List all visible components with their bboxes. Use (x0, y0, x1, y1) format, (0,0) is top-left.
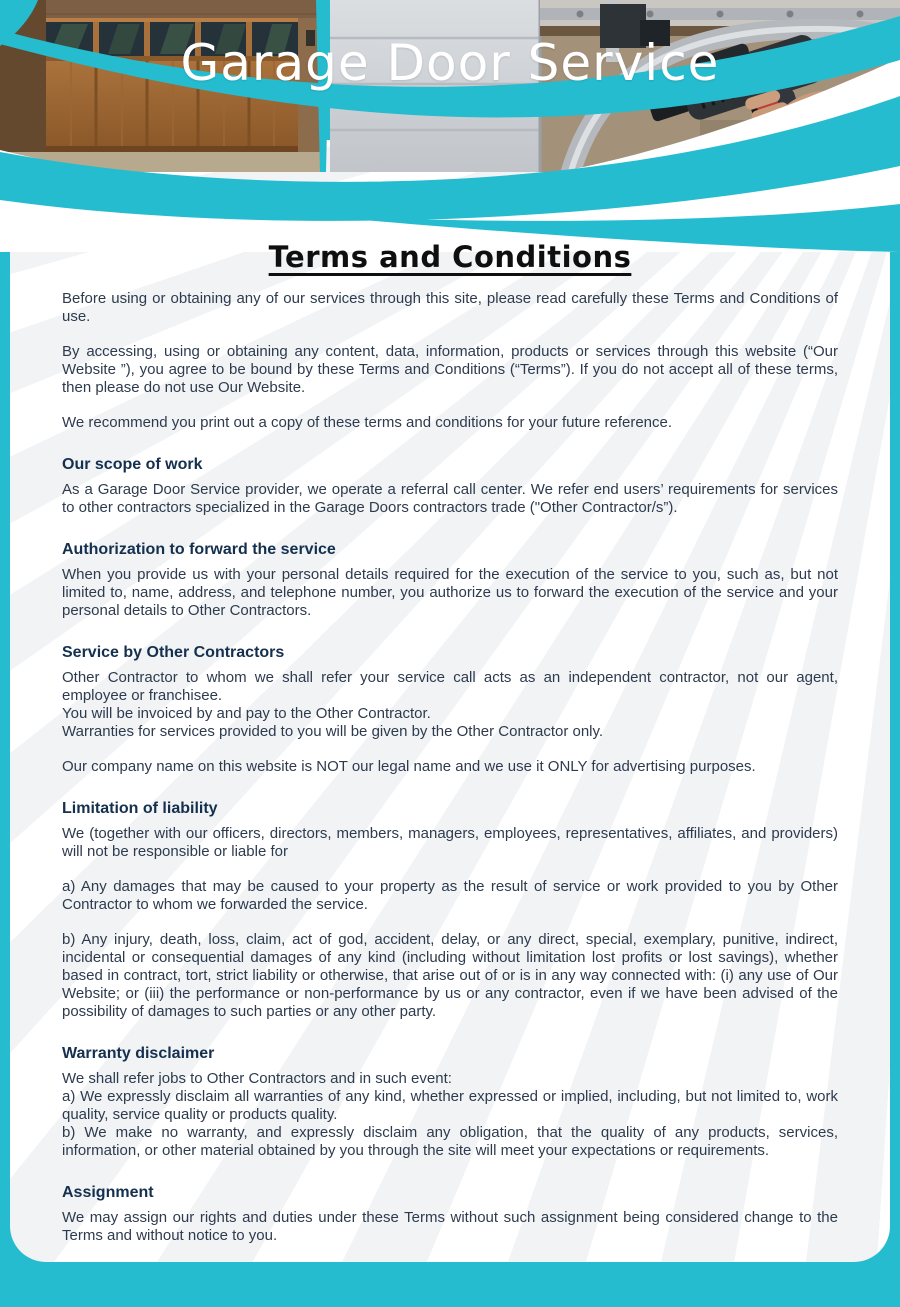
section-heading: Service by Other Contractors (62, 644, 285, 661)
site-banner-title: Garage Door Service (180, 34, 720, 92)
right-border-strip (890, 250, 900, 1307)
paragraph: We (together with our officers, directors, members, managers, employees, representatives, affiliates, and providers) will not be responsible or liable for (62, 825, 838, 860)
page-header (0, 0, 900, 252)
paragraph-group (62, 1070, 838, 1160)
paragraph-line: You will be invoiced by and pay to the Other Contractor. (62, 705, 431, 722)
paragraph-line: b) We make no warranty, and expressly disclaim any obligation, that the quality of any products, services, information, or other material obtained by you through the site will meet your expectations or requirements. (62, 1124, 838, 1159)
section-heading: Assignment (62, 1184, 154, 1201)
footer-band (0, 1262, 900, 1307)
paragraph-line: Other Contractor to whom we shall refer your service call acts as an independent contractor, not our agent, employee or franchisee. (62, 669, 838, 704)
section-heading: Authorization to forward the service (62, 541, 336, 558)
paragraph-line: We shall refer jobs to Other Contractors and in such event: (62, 1070, 452, 1087)
section-heading: Our scope of work (62, 456, 203, 473)
paragraph: We may assign our rights and duties under these Terms without such assignment being considered change to the Terms and without notice to you. (62, 1209, 838, 1244)
paragraph-line: a) We expressly disclaim all warranties of any kind, whether expressed or implied, including, but not limited to, work quality, service quality or products quality. (62, 1088, 838, 1123)
paragraph: a) Any damages that may be caused to your property as the result of service or work provided to you by Other Contractor to whom we forwarded the service. (62, 878, 838, 913)
left-border-strip (0, 250, 10, 1307)
section-heading: Warranty disclaimer (62, 1045, 215, 1062)
section-heading: Limitation of liability (62, 800, 218, 817)
terms-sections (62, 290, 838, 1245)
paragraph: By accessing, using or obtaining any content, data, information, products or services through this website (“Our Website ”), you agree to be bound by these Terms and Conditions (“Terms”). If you do not accept all of these terms, then please do not use Our Website. (62, 343, 838, 396)
paragraph: Before using or obtaining any of our services through this site, please read carefully these Terms and Conditions of use. (62, 290, 838, 325)
paragraph-line: Warranties for services provided to you will be given by the Other Contractor only. (62, 723, 604, 740)
paragraph: We recommend you print out a copy of these terms and conditions for your future reference. (62, 414, 673, 431)
paragraph: As a Garage Door Service provider, we operate a referral call center. We refer end users’ requirements for services to other contractors specialized in the Garage Doors contractors trade ("Other Contractor/s”). (62, 481, 838, 516)
paragraph-group (62, 669, 838, 741)
paragraph: When you provide us with your personal details required for the execution of the service to you, such as, but not limited to, name, address, and telephone number, you authorize us to forward the execution of the service and your personal details to Other Contractors. (62, 566, 838, 619)
paragraph: Our company name on this website is NOT our legal name and we use it ONLY for advertising purposes. (62, 758, 756, 775)
paragraph: b) Any injury, death, loss, claim, act of god, accident, delay, or any direct, special, exemplary, punitive, indirect, incidental or consequential damages of any kind (including without limitation lost profits or lost savings), whether based in contract, tort, strict liability or otherwise, that arise out of or is in any way connected with: (i) any use of Our Website; or (iii) the performance or non-performance by us or any contractor, even if we have been advised of the possibility of damages to such parties or any other party. (62, 931, 838, 1020)
terms-content (62, 240, 838, 1262)
page-title: Terms and Conditions (268, 240, 632, 274)
